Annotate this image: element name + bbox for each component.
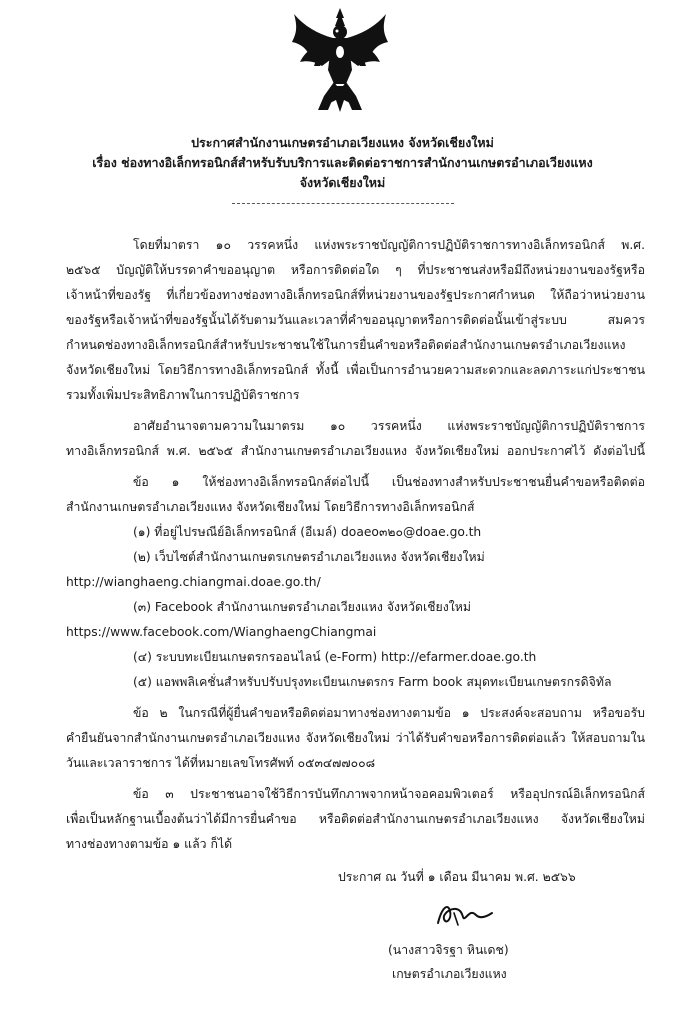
channel-website: (๒) เว็บไซต์สำนักงานเกษตรเกษตรอำเภอเวียงแหง จังหวัดเชียงใหม่: [133, 550, 485, 564]
clause1-line: สำนักงานเกษตรอำเภอเวียงแหง จังหวัดเชียงใหม่ โดยวิธีการทางอิเล็กทรอนิกส์: [66, 500, 475, 514]
clause1-line: ข้อ ๑ ให้ช่องทางอิเล็กทรอนิกส์ต่อไปนี้ เป็นช่องทางสำหรับประชาชนยื่นคำขอหรือติดต่อ: [133, 475, 645, 489]
signer-position: เกษตรอำเภอเวียงแหง: [392, 967, 507, 981]
signer-name: (นางสาวจิรฐา หินเดช): [388, 943, 509, 957]
announcement-subject: เรื่อง ช่องทางอิเล็กทรอนิกส์สำหรับรับบริการและติดต่อราชการสำนักงานเกษตรอำเภอเวียงแหง: [92, 155, 593, 170]
garuda-emblem-icon: [288, 4, 392, 116]
clause2-line: ข้อ ๒ ในกรณีที่ผู้ยื่นคำขอหรือติดต่อมาทางช่องทางตามข้อ ๑ ประสงค์จะสอบถาม หรือขอรับ: [133, 706, 645, 720]
para1-line: ๒๕๖๕ บัญญัติให้บรรดาคำขออนุญาต หรือการติดต่อใด ๆ ที่ประชาชนส่งหรือมีถึงหน่วยงานของรัฐหรือ: [66, 263, 645, 277]
para2-line: อาศัยอำนาจตามความในมาตรม ๑๐ วรรคหนึ่ง แห่งพระราชบัญญัติการปฏิบัติราชการ: [133, 419, 645, 433]
para1-line: รวมทั้งเพิ่มประสิทธิภาพในการปฏิบัติราชการ: [66, 388, 300, 402]
handwritten-signature: [432, 897, 502, 931]
announcement-date: ประกาศ ณ วันที่ ๑ เดือน มีนาคม พ.ศ. ๒๕๖๖: [338, 870, 576, 884]
channel-facebook: (๓) Facebook สำนักงานเกษตรอำเภอเวียงแหง จังหวัดเชียงใหม่: [133, 600, 471, 614]
channel-farmbook: (๕) แอพพลิเคชั่นสำหรับปรับปรุงทะเบียนเกษตรกร Farm book สมุดทะเบียนเกษตรกรดิจิทัล: [133, 675, 612, 689]
clause2-line: วันและเวลาราชการ ได้ที่หมายเลขโทรศัพท์ ๐๕๓๔๗๗๐๐๘: [66, 756, 376, 770]
para1-line: เจ้าหน้าที่ของรัฐ ที่เกี่ยวข้องทางช่องทางอิเล็กทรอนิกส์ที่หน่วยงานของรัฐประกาศกำหนด ให้ถือว่าหน่วยงาน: [66, 288, 645, 302]
para1-line: กำหนดช่องทางอิเล็กทรอนิกส์สำหรับประชาชนใช้ในการยื่นคำขอหรือติดต่อสำนักงานเกษตรอำเภอเวียงแหง: [66, 338, 626, 352]
clause2-line: คำยืนยันจากสำนักงานเกษตรอำเภอเวียงแหง จังหวัดเชียงใหม่ ว่าได้รับคำขอหรือการติดต่อแล้ว ให้สอบถามใน: [66, 731, 645, 745]
para1-line: โดยที่มาตรา ๑๐ วรรคหนึ่ง แห่งพระราชบัญญัติการปฏิบัติราชการทางอิเล็กทรอนิกส์ พ.ศ.: [133, 238, 645, 252]
announcement-subject-cont: จังหวัดเชียงใหม่: [299, 175, 386, 190]
clause3-line: เพื่อเป็นหลักฐานเบื้องต้นว่าได้มีการยื่นคำขอ หรือติดต่อสำนักงานเกษตรอำเภอเวียงแหง จังหวัดเชียงใหม่: [66, 812, 645, 826]
channel-facebook-url: https://www.facebook.com/WianghaengChiangmai: [66, 625, 377, 639]
para1-line: ของรัฐหรือเจ้าหน้าที่ของรัฐนั้นได้รับตามวันและเวลาที่คำขออนุญาตหรือการติดต่อนั้นเข้าสู่ระบบ สมควร: [66, 313, 645, 327]
clause3-line: ทางช่องทางตามข้อ ๑ แล้ว ก็ได้: [66, 837, 233, 851]
para1-line: จังหวัดเชียงใหม่ โดยวิธีการทางอิเล็กทรอนิกส์ ทั้งนี้ เพื่อเป็นการอำนวยความสะดวกและลดภาระแก่ประชาชน: [66, 363, 645, 377]
announcement-title: ประกาศสำนักงานเกษตรอำเภอเวียงแหง จังหวัดเชียงใหม่: [191, 135, 494, 150]
channel-eform: (๔) ระบบทะเบียนเกษตรกรออนไลน์ (e-Form) http://efarmer.doae.go.th: [133, 650, 537, 664]
divider: [232, 203, 454, 204]
clause3-line: ข้อ ๓ ประชาชนอาจใช้วิธีการบันทึกภาพจากหน้าจอคอมพิวเตอร์ หรืออุปกรณ์อิเล็กทรอนิกส์: [133, 787, 645, 801]
channel-email: (๑) ที่อยู่ไปรษณีย์อิเล็กทรอนิกส์ (อีเมล์) doaeo๓๒๐@doae.go.th: [133, 525, 482, 539]
channel-website-url: http://wianghaeng.chiangmai.doae.go.th/: [66, 575, 321, 589]
para2-line: ทางอิเล็กทรอนิกส์ พ.ศ. ๒๕๖๕ สำนักงานเกษตรอำเภอเวียงแหง จังหวัดเชียงใหม่ ออกประกาศไว้ ดังต่อไปนี้: [66, 444, 645, 458]
